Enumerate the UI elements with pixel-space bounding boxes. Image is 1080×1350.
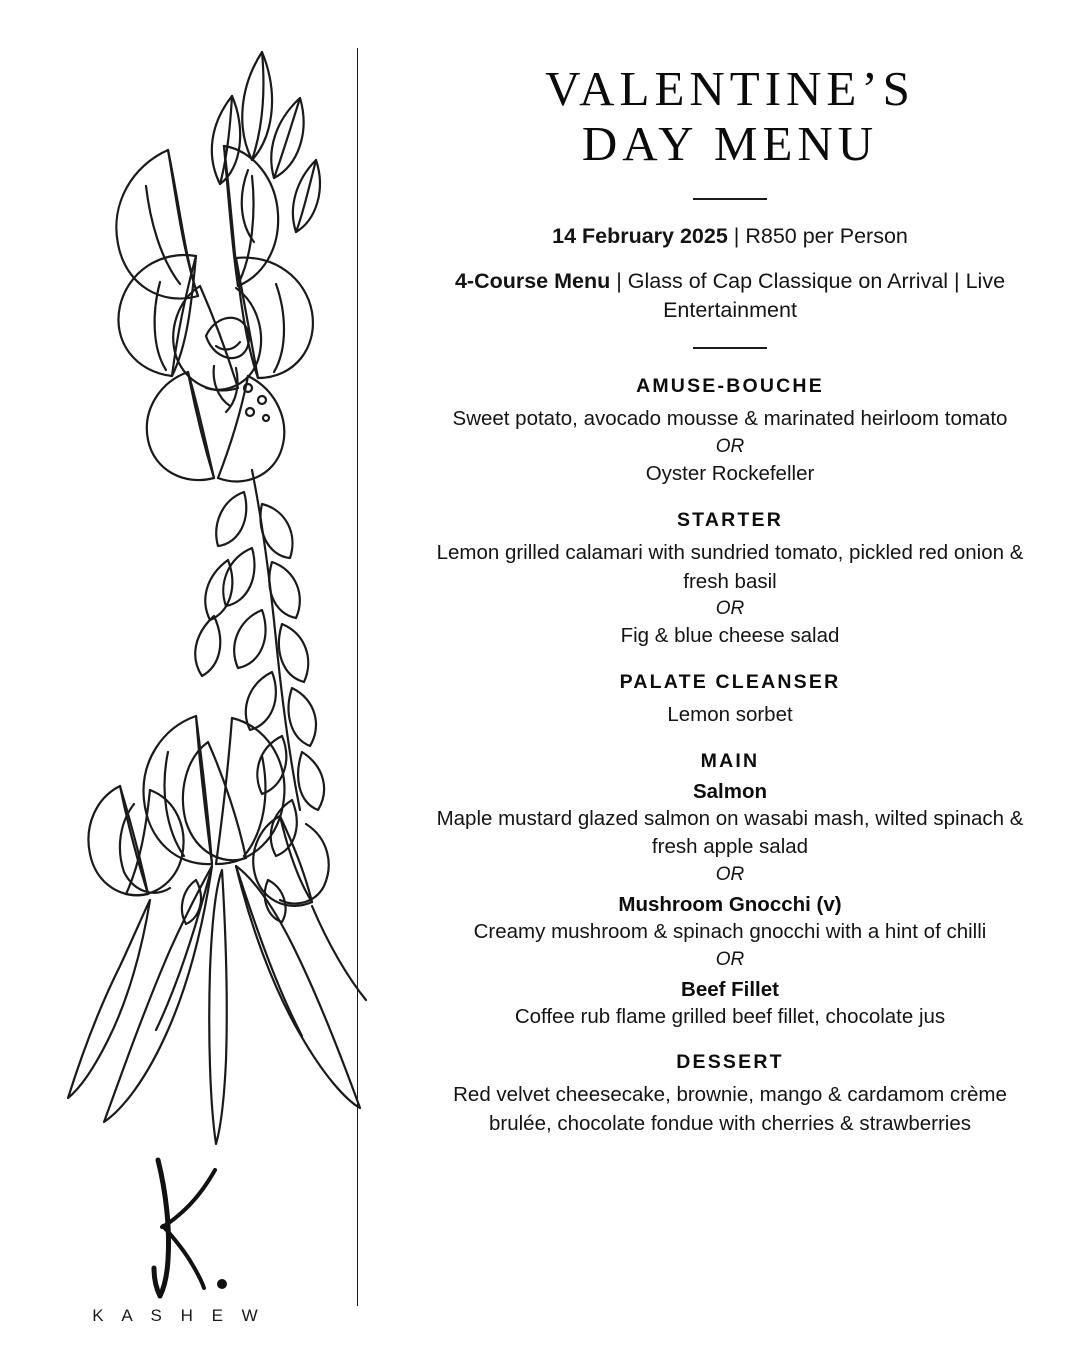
or-separator: OR [715, 598, 745, 620]
dish-description: Creamy mushroom & spinach gnocchi with a hint of chilli [473, 919, 987, 943]
course-main [428, 750, 1032, 1032]
dish-description: Maple mustard glazed salmon on wasabi mash, wilted spinach & fresh apple salad [436, 806, 1024, 859]
course-amuse-bouche [428, 375, 1032, 488]
menu-content [380, 0, 1080, 1350]
course-dessert [428, 1051, 1032, 1138]
course-heading: PALATE CLEANSER [619, 670, 841, 693]
info-courses [428, 267, 1032, 325]
course-starter [428, 509, 1032, 651]
or-separator: OR [715, 863, 745, 885]
info-date: 14 February 2025 [552, 223, 728, 248]
dish-option: Lemon sorbet [667, 702, 793, 726]
or-separator: OR [715, 948, 745, 970]
info-course-extras: | Glass of Cap Classique on Arrival | Live Entertainment [610, 268, 1006, 323]
course-palate-cleanser [428, 671, 1032, 730]
dish-description: Coffee rub flame grilled beef fillet, chocolate jus [514, 1004, 946, 1028]
kashew-monogram-icon [114, 1152, 244, 1302]
info-date-price [428, 222, 1032, 251]
page-title [428, 62, 1032, 172]
floral-line-art-icon [0, 0, 380, 1350]
dish-option: Oyster Rockefeller [645, 462, 815, 486]
dish-option: Lemon grilled calamari with sundried tomato, pickled red onion & fresh basil [436, 540, 1024, 593]
dish-option: Sweet potato, avocado mousse & marinated heirloom tomato [452, 407, 1008, 431]
dish-name: Beef Fillet [681, 977, 779, 1001]
floral-illustration-panel [0, 0, 380, 1350]
course-heading: AMUSE-BOUCHE [636, 375, 824, 398]
title-line-2: DAY MENU [581, 115, 879, 171]
dish-name: Mushroom Gnocchi (v) [618, 892, 842, 916]
or-separator: OR [715, 436, 745, 458]
title-line-1: VALENTINE’S [545, 61, 915, 116]
dish-option: Red velvet cheesecake, brownie, mango & cardamom crème brulée, chocolate fondue with cherries & strawberries [453, 1083, 1007, 1136]
divider-bottom [693, 347, 767, 349]
vertical-divider [357, 48, 358, 1306]
brand-block [0, 1152, 357, 1326]
info-price: | R850 per Person [727, 223, 908, 248]
course-heading: STARTER [676, 508, 784, 531]
course-heading: MAIN [700, 749, 760, 772]
brand-name: K A S H E W [92, 1306, 265, 1325]
info-course-count: 4-Course Menu [454, 268, 611, 293]
dish-name: Salmon [692, 779, 768, 803]
dish-option: Fig & blue cheese salad [620, 624, 840, 648]
divider-top [693, 198, 767, 200]
course-heading: DESSERT [676, 1051, 784, 1074]
